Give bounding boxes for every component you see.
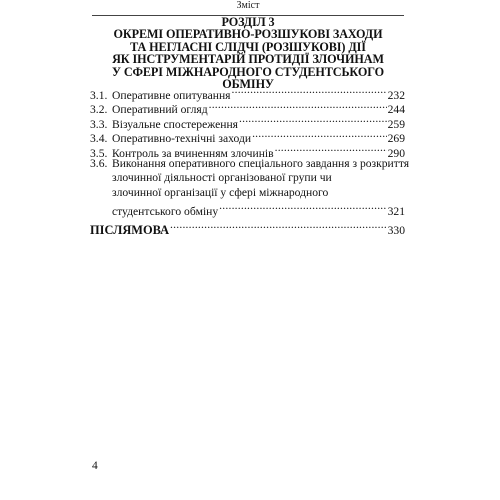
toc-entry[interactable]	[90, 84, 405, 102]
toc-entry-page: 244	[387, 103, 405, 116]
page-number: 4	[92, 460, 98, 472]
toc-entry-title-line: злочинної діяльності організованої групи чи	[112, 171, 332, 184]
toc-entry-title-line: студентського обміну	[112, 204, 219, 218]
table-of-contents	[90, 84, 410, 218]
toc-entry-page: 321	[387, 204, 405, 218]
toc-entry-title-line: Виконання оперативного спеціального завдання з розкриття	[112, 156, 410, 170]
toc-entry-title: Оперативне опитування	[112, 88, 231, 102]
toc-entry-title: Оперативний огляд	[112, 103, 208, 116]
dot-leader	[170, 219, 387, 234]
section-heading	[92, 16, 404, 90]
toc-entry-number: 3.6.	[90, 156, 108, 170]
toc-entry-title-line: злочинної організації у сфері міжнародного	[112, 185, 329, 199]
toc-entry-number: 3.5.	[90, 146, 108, 160]
dot-leader	[252, 128, 387, 143]
section-heading-line: У СФЕРІ МІЖНАРОДНОГО СТУДЕНТСЬКОГО	[112, 64, 384, 79]
toc-entry-number: 3.4.	[90, 132, 108, 145]
toc-entry-number: 3.1.	[90, 88, 108, 102]
toc-entry[interactable]	[90, 156, 410, 218]
dot-leader	[275, 142, 387, 157]
section-heading-line: ОБМІНУ	[222, 77, 274, 92]
toc-entry-title: Візуальне спостереження	[112, 117, 238, 131]
toc-entry-page: 232	[387, 88, 405, 102]
toc-entry-page: 290	[387, 146, 405, 160]
afterword-entry[interactable]	[90, 219, 405, 237]
section-heading-line: ТА НЕГЛАСНІ СЛІДЧІ (РОЗШУКОВІ) ДІЇ	[130, 39, 366, 54]
toc-entry-page: 259	[387, 117, 405, 131]
dot-leader	[232, 84, 387, 99]
toc-entry-title: Оперативно-технічні заходи	[112, 132, 252, 145]
toc-entry-page: 269	[387, 132, 405, 145]
section-heading-line: ЯК ІНСТРУМЕНТАРІЙ ПРОТИДІЇ ЗЛОЧИНАМ	[112, 52, 384, 67]
toc-entry-number: 3.2.	[90, 103, 108, 116]
dot-leader	[209, 99, 387, 114]
section-heading-line: ОКРЕМІ ОПЕРАТИВНО-РОЗШУКОВІ ЗАХОДИ	[113, 27, 383, 42]
afterword-title: ПІСЛЯМОВА	[90, 222, 170, 237]
afterword-page: 330	[387, 223, 405, 237]
dot-leader	[239, 113, 387, 128]
section-heading-line: РОЗДІЛ 3	[221, 15, 275, 29]
toc-entry-title: Контроль за вчиненням злочинів	[112, 146, 274, 160]
dot-leader	[219, 200, 386, 215]
toc-entry-number: 3.3.	[90, 117, 108, 131]
running-head: Зміст	[92, 0, 404, 16]
